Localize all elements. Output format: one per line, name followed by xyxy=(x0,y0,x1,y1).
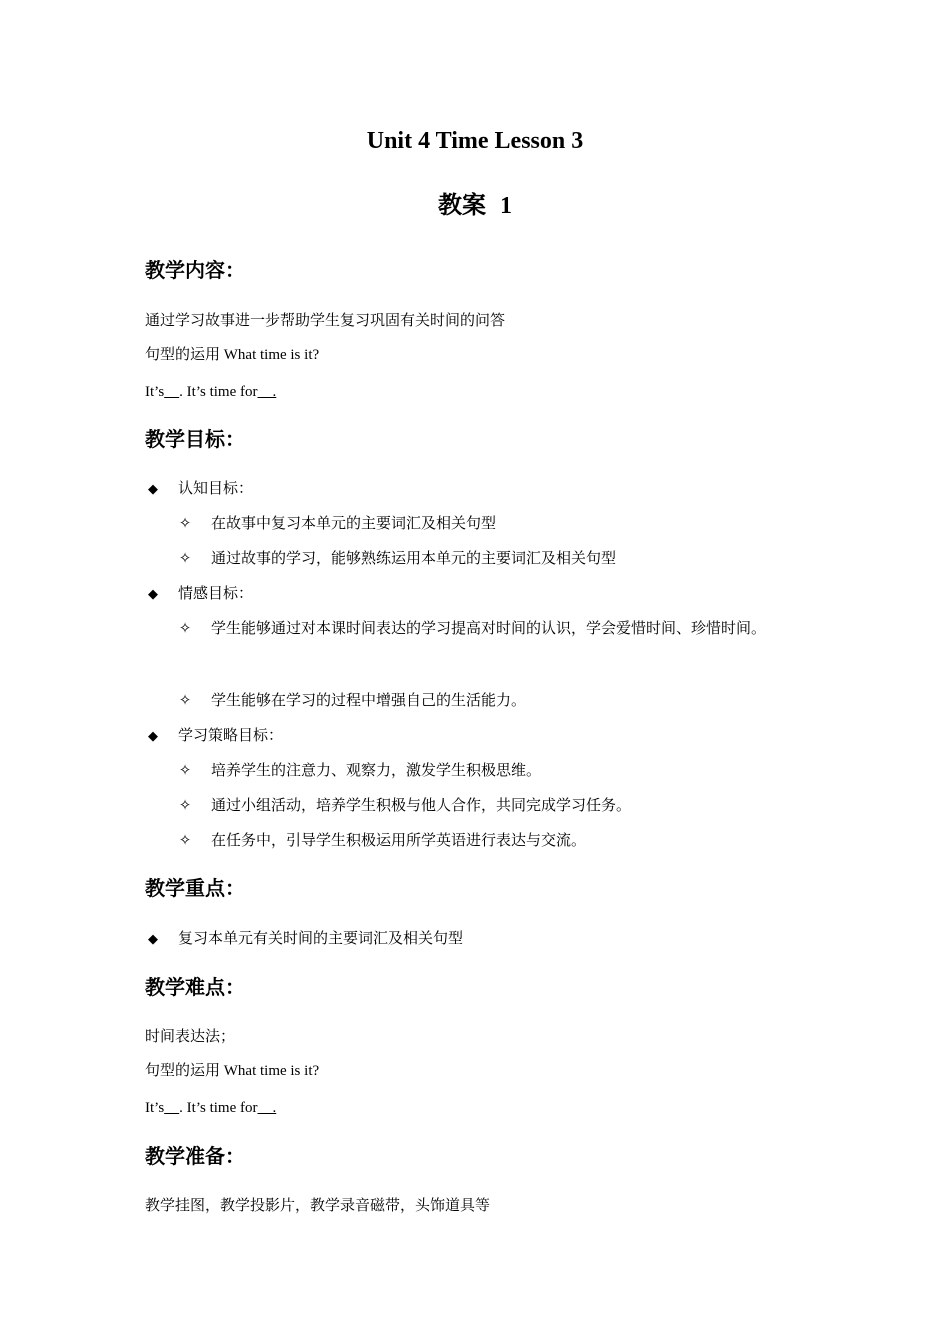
pattern-blank-2 xyxy=(258,384,277,400)
pattern-part-c: . xyxy=(272,1100,277,1116)
content-line-2: 句型的运用 What time is it? xyxy=(145,347,320,363)
content-line-1: 通过学习故事进一步帮助学生复习巩固有关时间的问答 xyxy=(145,313,506,329)
document-subtitle xyxy=(0,191,950,221)
heading-preparation: 教学准备： xyxy=(145,1146,245,1168)
item-text: 通过小组活动，培养学生积极与他人合作，共同完成学习任务。 xyxy=(211,798,632,814)
subtitle-word: 教案 xyxy=(438,193,486,219)
diamond-bullet-icon: ◆ xyxy=(148,728,158,743)
pattern-blank-1 xyxy=(164,1100,179,1116)
item-text: 复习本单元有关时间的主要词汇及相关句型 xyxy=(178,931,464,947)
star-bullet-icon: ✧ xyxy=(178,693,192,709)
pattern-blank-2 xyxy=(258,1100,277,1116)
content-pattern xyxy=(145,382,276,402)
item-text: 学生能够通过对本课时间表达的学习提高对时间的认识，学会爱惜时间、珍惜时间。 xyxy=(211,621,767,637)
item-text: 学生能够在学习的过程中增强自己的生活能力。 xyxy=(211,693,527,709)
difficulty-line-1: 时间表达法； xyxy=(145,1029,236,1045)
item-text: 培养学生的注意力、观察力，激发学生积极思维。 xyxy=(211,763,542,779)
group-label: 学习策略目标： xyxy=(178,728,284,744)
star-bullet-icon: ✧ xyxy=(178,621,192,637)
diamond-bullet-icon: ◆ xyxy=(148,481,158,496)
preparation-text: 教学挂图，教学投影片，教学录音磁带，头饰道具等 xyxy=(145,1198,491,1214)
pattern-part-c: . xyxy=(272,384,277,400)
heading-key-points: 教学重点： xyxy=(145,878,245,900)
star-bullet-icon: ✧ xyxy=(178,798,192,814)
difficulty-pattern xyxy=(145,1098,276,1118)
pattern-blank-1 xyxy=(164,384,179,400)
item-text: 通过故事的学习，能够熟练运用本单元的主要词汇及相关句型 xyxy=(211,551,617,567)
pattern-part-b: . It’s time for xyxy=(179,1100,258,1116)
star-bullet-icon: ✧ xyxy=(178,551,192,567)
item-text: 在任务中，引导学生积极运用所学英语进行表达与交流。 xyxy=(211,833,587,849)
document-title: Unit 4 Time Lesson 3 xyxy=(366,128,584,154)
diamond-bullet-icon: ◆ xyxy=(148,931,158,946)
diamond-bullet-icon: ◆ xyxy=(148,586,158,601)
pattern-part-b: . It’s time for xyxy=(179,384,258,400)
pattern-part-a: It’s xyxy=(145,384,165,400)
star-bullet-icon: ✧ xyxy=(178,763,192,779)
heading-objectives: 教学目标： xyxy=(145,429,245,451)
star-bullet-icon: ✧ xyxy=(178,516,192,532)
item-text: 在故事中复习本单元的主要词汇及相关句型 xyxy=(211,516,497,532)
pattern-part-a: It’s xyxy=(145,1100,165,1116)
heading-content: 教学内容： xyxy=(145,260,245,282)
star-bullet-icon: ✧ xyxy=(178,833,192,849)
difficulty-line-2: 句型的运用 What time is it? xyxy=(145,1063,320,1079)
group-label: 认知目标： xyxy=(178,481,254,497)
subtitle-number: 1 xyxy=(500,193,512,219)
group-label: 情感目标： xyxy=(178,586,254,602)
heading-difficulties: 教学难点： xyxy=(145,977,245,999)
